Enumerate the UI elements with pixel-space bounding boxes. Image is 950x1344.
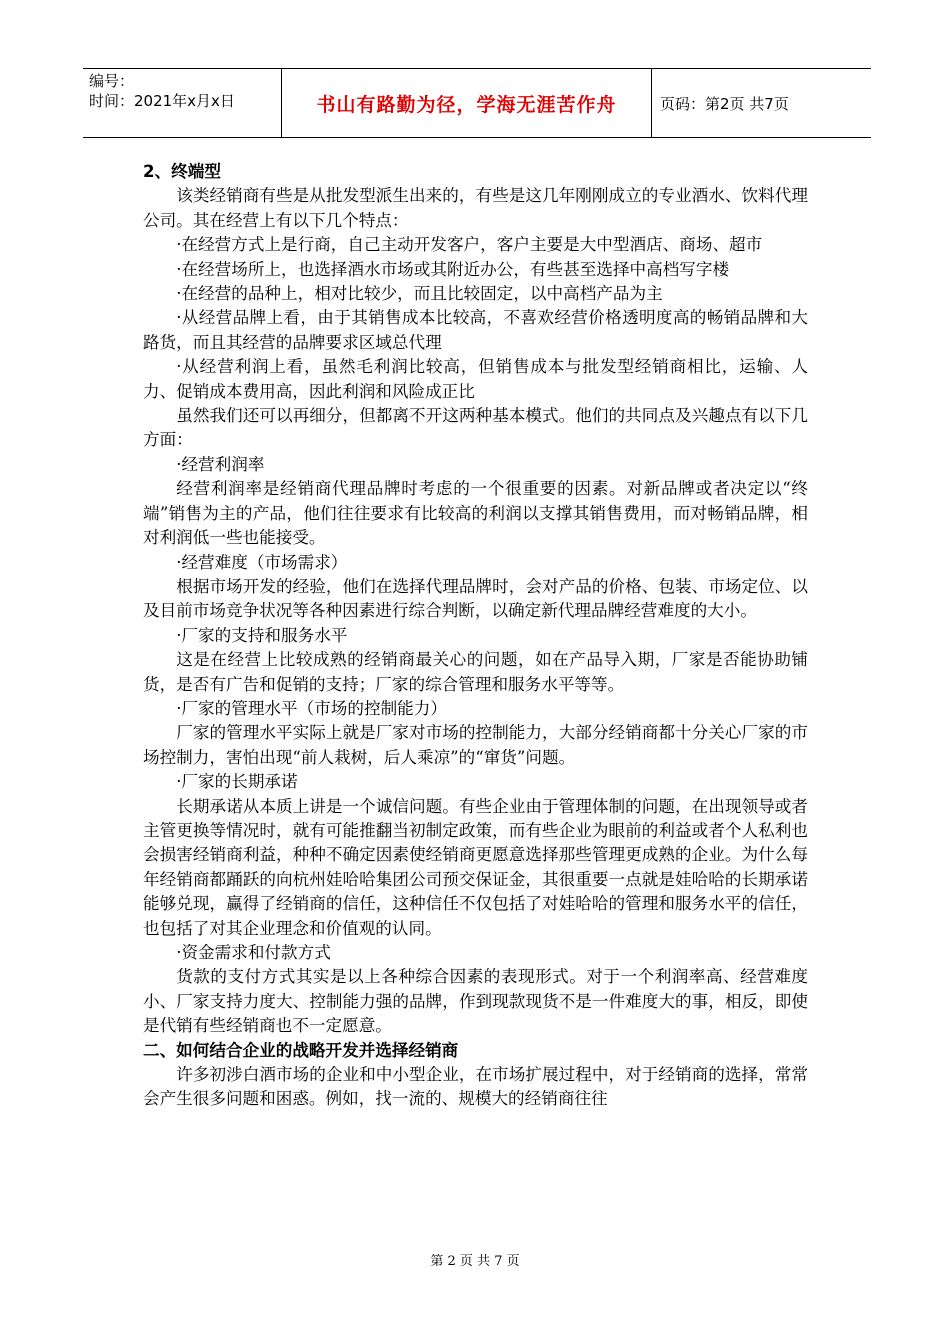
paragraph: 这是在经营上比较成熟的经销商最关心的问题，如在产品导入期，厂家是否能协助铺货，是否有广告和促销的支持；厂家的综合管理和服务水平等等。 <box>143 650 808 694</box>
header-motto: 书山有路勤为径，学海无涯苦作舟 <box>282 69 652 137</box>
paragraph: 厂家的管理水平实际上就是厂家对市场的控制能力，大部分经销商都十分关心厂家的市场控制力，害怕出现“前人栽树，后人乘凉”的“窜货”问题。 <box>143 723 808 767</box>
header-meta <box>83 69 282 137</box>
paragraph: 该类经销商有些是从批发型派生出来的，有些是这几年刚刚成立的专业酒水、饮料代理公司。其在经营上有以下几个特点： <box>143 186 808 230</box>
document-number-label: 编号： <box>89 72 135 90</box>
bullet-item: ·在经营场所上，也选择酒水市场或其附近办公，有些甚至选择中高档写字楼 <box>176 259 730 279</box>
bullet-item: ·经营难度（市场需求） <box>176 552 348 572</box>
bullet-item: ·在经营方式上是行商，自己主动开发客户，客户主要是大中型酒店、商场、超市 <box>176 235 763 255</box>
paragraph: 长期承诺从本质上讲是一个诚信问题。有些企业由于管理体制的问题，在出现领导或者主管更换等情况时，就有可能推翻当初制定政策，而有些企业为眼前的利益或者个人私利也会损害经销商利益，种种不确定因素使经销商更愿意选择那些管理更成熟的企业。为什么每年经销商都踊跃的向杭州娃哈哈集团公司预交保证金，其很重要一点就是娃哈哈的长期承诺能够兑现，赢得了经销商的信任，这种信任不仅包括了对娃哈哈的管理和服务水平的信任，也包括了对其企业理念和价值观的认同。 <box>143 796 808 938</box>
paragraph: 虽然我们还可以再细分，但都离不开这两种基本模式。他们的共同点及兴趣点有以下几方面： <box>143 406 808 450</box>
bullet-item: ·厂家的支持和服务水平 <box>176 625 348 645</box>
paragraph: 许多初涉白酒市场的企业和中小型企业，在市场扩展过程中，对于经销商的选择，常常会产生很多问题和困惑。例如，找一流的、规模大的经销商往往 <box>143 1065 808 1109</box>
bullet-item: ·在经营的品种上，相对比较少，而且比较固定，以中高档产品为主 <box>176 284 663 304</box>
bullet-item: ·厂家的管理水平（市场的控制能力） <box>176 698 447 718</box>
document-time-label: 时间：2021年x月x日 <box>89 92 235 110</box>
bullet-item: ·资金需求和付款方式 <box>176 943 331 962</box>
paragraph: 货款的支付方式其实是以上各种综合因素的表现形式。对于一个利润率高、经营难度小、厂家支持力度大、控制能力强的品牌，作到现款现货不是一件难度大的事，相反，即使是代销有些经销商也不一定愿意。 <box>143 967 808 1036</box>
bullet-item: ·经营利润率 <box>176 454 265 474</box>
document-body <box>143 160 808 1112</box>
header-page-info: 页码：第2页 共7页 <box>660 94 789 113</box>
paragraph: 根据市场开发的经验，他们在选择代理品牌时，会对产品的价格、包装、市场定位、以及目前市场竞争状况等各种因素进行综合判断，以确定新代理品牌经营难度的大小。 <box>143 576 808 621</box>
paragraph: 经营利润率是经销商代理品牌时考虑的一个很重要的因素。对新品牌或者决定以“终端”销售为主的产品，他们往往要求有比较高的利润以支撑其销售费用，而对畅销品牌，相对利润低一些也能接受。 <box>143 479 808 548</box>
page-footer: 第 2 页 共 7 页 <box>430 1254 520 1269</box>
bullet-item: ·从经营利润上看，虽然毛利润比较高，但销售成本与批发型经销商相比，运输、人力、促销成本费用高，因此利润和风险成正比 <box>143 357 808 401</box>
bullet-item: ·厂家的长期承诺 <box>176 772 298 792</box>
section-heading-2: 二、如何结合企业的战略开发并选择经销商 <box>143 1040 459 1060</box>
page-header <box>83 68 871 138</box>
bullet-item: ·从经营品牌上看，由于其销售成本比较高，不喜欢经营价格透明度高的畅销品牌和大路货，而且其经营的品牌要求区域总代理 <box>143 308 808 352</box>
section-heading-terminal: 2、终端型 <box>143 162 221 181</box>
